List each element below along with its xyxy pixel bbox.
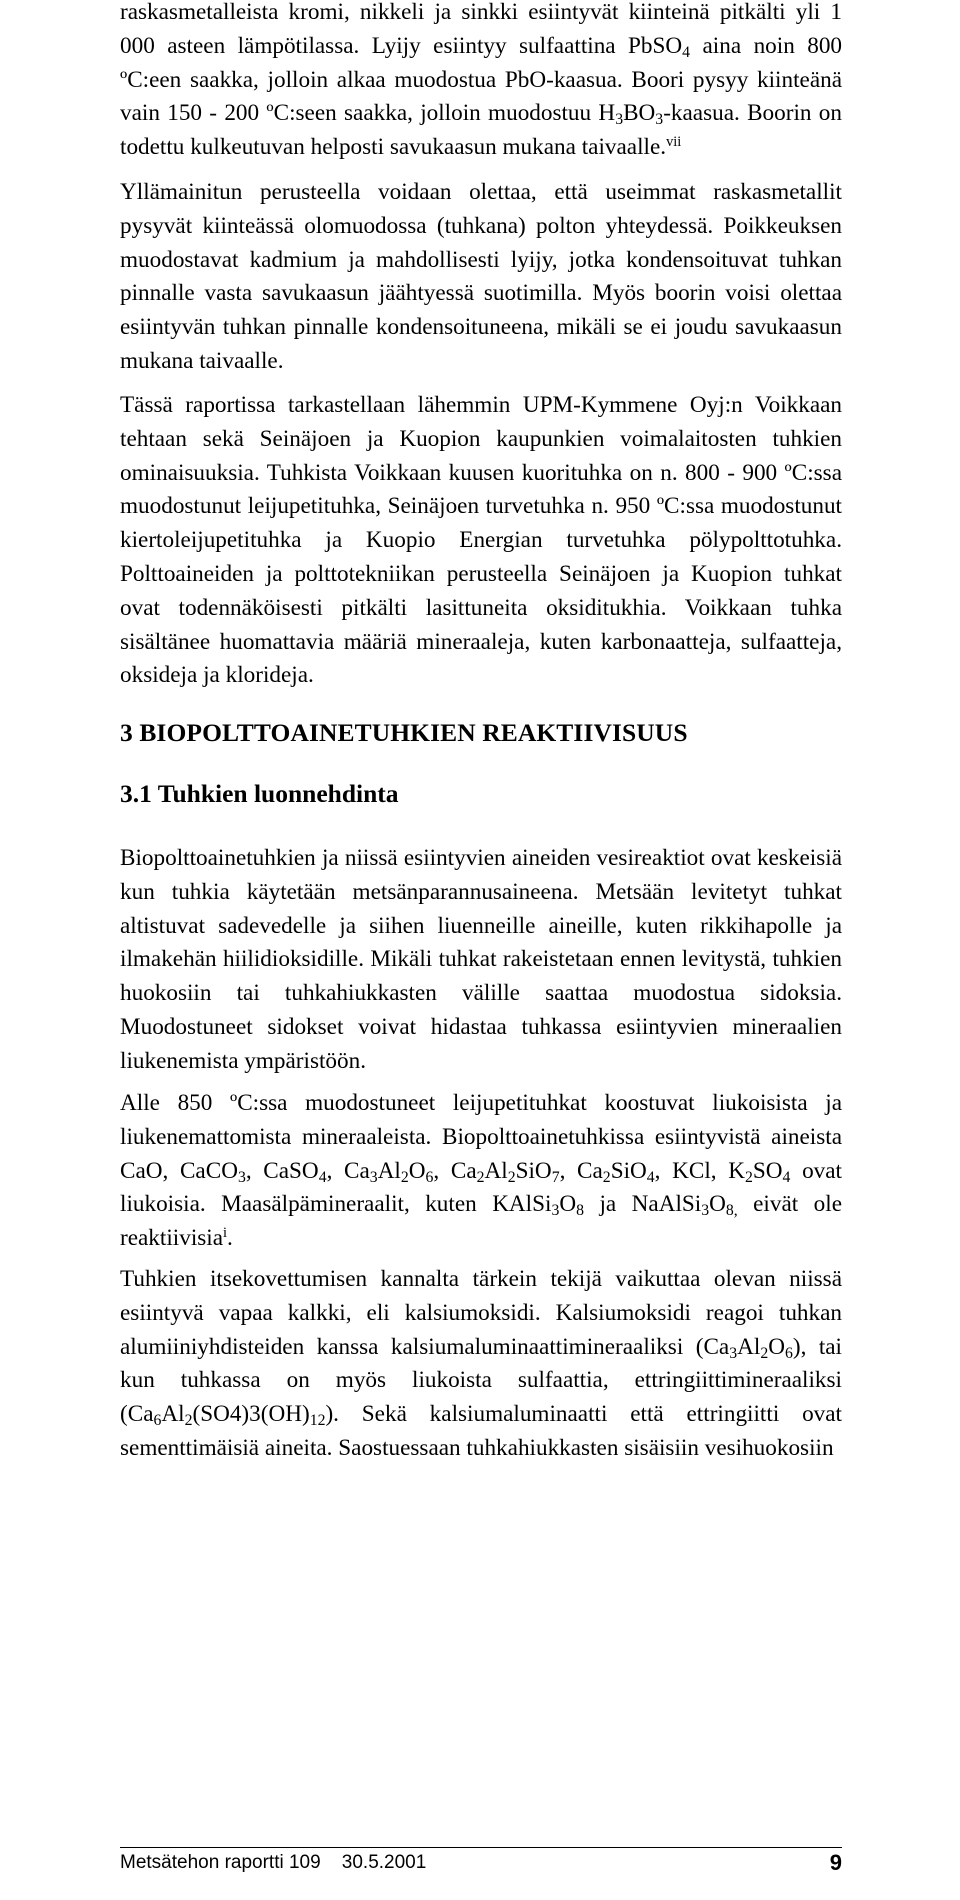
paragraph-heavy-metals	[120, 0, 842, 165]
formula-text: Ca	[344, 1157, 370, 1184]
paragraph-self-hardening	[120, 1263, 842, 1466]
formula-subscript: 2	[184, 1412, 193, 1430]
formula-subscript: 4	[646, 1168, 655, 1186]
p5-period: .	[227, 1225, 233, 1252]
footer-report-info: Metsätehon raportti 109 30.5.2001	[120, 1852, 427, 1873]
p5-and: ja	[584, 1191, 632, 1218]
formula-text: SO	[752, 1157, 783, 1184]
formula-text: K	[728, 1157, 745, 1184]
formula-subscript: 7	[551, 1168, 560, 1186]
paragraph-report-scope: Tässä raportissa tarkastellaan lähemmin UPM-Kymmene Oyj:n Voikkaan tehtaan sekä Seinäjoen ja Kuopion kaupunkien voimalaitosten tuhkien ominaisuuksia. Tuhkista Voikkaan kuusen kuorituhka on n. 800 - 900 ºC:ssa muodostunut leijupetituhka, Seinäjoen turvetuhka n. 950 ºC:ssa muodostunut kiertoleijupetituhka ja Kuopio Energian turvetuhka pölypolttotuhka. Polttoaineiden ja polttotekniikan perusteella Seinäjoen ja Kuopion tuhkat ovat todennäköisesti pitkälti lasittuneita oksiditukhia. Voikkaan tuhka sisältänee huomattavia määriä mineraaleja, kuten karbonaatteja, sulfaatteja, oksideja ja klorideja.	[120, 392, 842, 689]
mineral-formula	[728, 1158, 790, 1184]
formula-subscript: 12	[309, 1412, 326, 1430]
p6-text-a: Tuhkien itsekovettumisen kannalta tärkein tekijä vaikuttaa olevan niissä esiintyvä vapaa kalkki, eli kalsiumoksidi. Kalsiumoksidi reagoi tuhkan alumiiniyhdisteiden kanssa kalsiumaluminaattimineraaliksi (	[120, 1266, 842, 1360]
paragraph-conclusion: Yllämainitun perusteella voidaan olettaa, että useimmat raskasmetallit pysyvät kiinteässä olomuodossa (tuhkana) polton yhteydessä. Poikkeuksen muodostavat kadmium ja mahdollisesti lyijy, jotka kondensoituvat tuhkan pinnalle vasta savukaasun jäähtyessä suotimilla. Myös boorin voisi olettaa esiintyvän tuhkan pinnalle kondensoituneena, mikäli se ei joudu savukaasun mukana taivaalle.	[120, 179, 842, 374]
formula-subscript: 3	[237, 1168, 246, 1186]
p1-sub-a: 4	[682, 43, 691, 61]
formula-subscript: 2	[400, 1168, 409, 1186]
mineral-formula	[672, 1158, 711, 1184]
formula-subscript: 6	[153, 1412, 162, 1430]
formula-text: SiO	[515, 1157, 552, 1184]
formula-text: KAlSi	[492, 1191, 552, 1218]
formula-text: Ca	[127, 1401, 154, 1428]
formula-calcium-aluminate	[703, 1334, 792, 1360]
formula-subscript: 2	[507, 1168, 516, 1186]
formula-text: Ca	[577, 1157, 603, 1184]
formula-subscript: 2	[476, 1168, 485, 1186]
p1-text-a: raskasmetalleista kromi, nikkeli ja sinkki esiintyvät kiinteinä pitkälti yli 1 000 asteen lämpötilassa. Lyijy esiintyy sulfaattina PbSO	[120, 0, 842, 59]
formula-ettringite	[127, 1401, 326, 1430]
formula-subscript: 3	[369, 1168, 378, 1186]
formula-text: KCl	[672, 1157, 711, 1184]
mineral-formula	[451, 1158, 560, 1184]
p5-footnote-ref: i	[223, 1225, 228, 1242]
formula-text: O	[709, 1191, 726, 1218]
formula-subscript: 2	[760, 1344, 769, 1362]
formula-text: Al	[484, 1157, 508, 1184]
p1-sub-b: 3	[615, 111, 624, 129]
p5-end: eivät ole reaktiivisia	[120, 1191, 842, 1252]
formula-subscript: 2	[744, 1168, 753, 1186]
formula-kalsi	[492, 1191, 584, 1220]
p1-text-b: aina noin 800 ºC:een saakka, jolloin alkaa muodostua PbO-kaasua. Boori pysyy kiinteänä vain 150 - 200 ºC:seen saakka, jolloin muodostuu H	[120, 32, 843, 127]
mineral-formula	[180, 1158, 246, 1184]
formula-text: O	[408, 1157, 426, 1184]
p1-text-d: -kaasua. Boorin on todettu kulkeutuvan helposti savukaasun mukana taivaalle.	[120, 100, 842, 161]
formula-subscript: 3	[701, 1202, 710, 1220]
formula-text: NaAlSi	[631, 1191, 702, 1218]
p1-sub-c: 3	[655, 111, 664, 129]
formula-subscript: 8,	[725, 1202, 738, 1220]
formula-text: O	[768, 1333, 785, 1360]
formula-subscript: 4	[782, 1168, 791, 1186]
mineral-formula	[120, 1158, 163, 1184]
formula-naalsi	[631, 1191, 738, 1220]
formula-text: Ca	[703, 1333, 730, 1360]
formula-text: CaSO	[263, 1157, 319, 1184]
formula-subscript: 6	[784, 1344, 793, 1362]
formula-text: Al	[161, 1401, 185, 1428]
formula-text: CaO	[120, 1157, 163, 1184]
formula-subscript: 8	[576, 1202, 584, 1220]
formula-text: Ca	[450, 1157, 477, 1184]
formula-subscript: 3	[729, 1344, 738, 1362]
paragraph-minerals	[120, 1087, 842, 1256]
formula-text: SiO	[610, 1157, 647, 1184]
mineral-formula	[263, 1158, 326, 1184]
formula-subscript: 2	[602, 1168, 611, 1186]
formula-text: Al	[737, 1333, 761, 1360]
p1-text-c: BO	[623, 100, 656, 127]
p6-text-b: ), tai kun tuhkassa on myös liukoista sulfaattia, ettringiittimineraaliksi (	[120, 1333, 842, 1428]
mineral-formula	[344, 1158, 433, 1184]
paragraph-water-reactions: Biopolttoainetuhkien ja niissä esiintyvien aineiden vesireaktiot ovat keskeisiä kun tuhkia käytetään metsänparannusaineena. Metsään levitetyt tuhkat altistuvat sadevedelle ja siihen liuenneille aineille, kuten rikkihapolle ja ilmakehän hiilidioksidille. Mikäli tuhkat rakeistetaan ennen levitystä, tuhkien huokosiin tai tuhkahiukkasten välille saattaa muodostua sidoksia. Muodostuneet sidokset voivat hidastaa tuhkassa esiintyvien mineraalien liukenemista ympäristöön.	[120, 845, 842, 1074]
subsection-heading: 3.1 Tuhkien luonnehdinta	[120, 779, 399, 808]
formula-subscript: 4	[318, 1168, 327, 1186]
mineral-formula-list: CaO, CaCO$_3$, CaSO$_4$, $Ca_3Al_2O_6$, $Ca_2Al_2SiO_7$, $Ca_2SiO_4$, KCl, $K_2SO_4$	[120, 1157, 791, 1186]
footer-rule	[120, 1847, 842, 1848]
formula-subscript: 6	[425, 1168, 434, 1186]
section-heading: 3 BIOPOLTTOAINETUHKIEN REAKTIIVISUUS	[120, 718, 688, 747]
formula-text: Al	[377, 1157, 401, 1184]
mineral-formula	[577, 1158, 655, 1184]
p5-after-list: ovat liukoisia. Maasälpämineraalit, kuten	[120, 1157, 842, 1218]
formula-text: (SO4)3(OH)	[192, 1401, 310, 1428]
formula-text: O	[559, 1191, 577, 1218]
p6-text-c: ). Sekä kalsiumaluminaatti että ettringiitti ovat sementtimäisiä aineita. Saostuessaan tuhkahiukkasten sisäisiin vesihuokosiin	[120, 1401, 842, 1461]
p5-intro: Alle 850 ºC:ssa muodostuneet leijupetituhkat koostuvat liukoisista ja liukenemattomista mineraaleista. Biopolttoainetuhkissa esiintyvistä aineista	[120, 1090, 842, 1150]
p1-footnote-ref: vii	[666, 134, 682, 151]
formula-text: CaCO	[179, 1157, 238, 1184]
formula-subscript: 3	[551, 1202, 560, 1220]
page-number: 9	[829, 1850, 842, 1875]
